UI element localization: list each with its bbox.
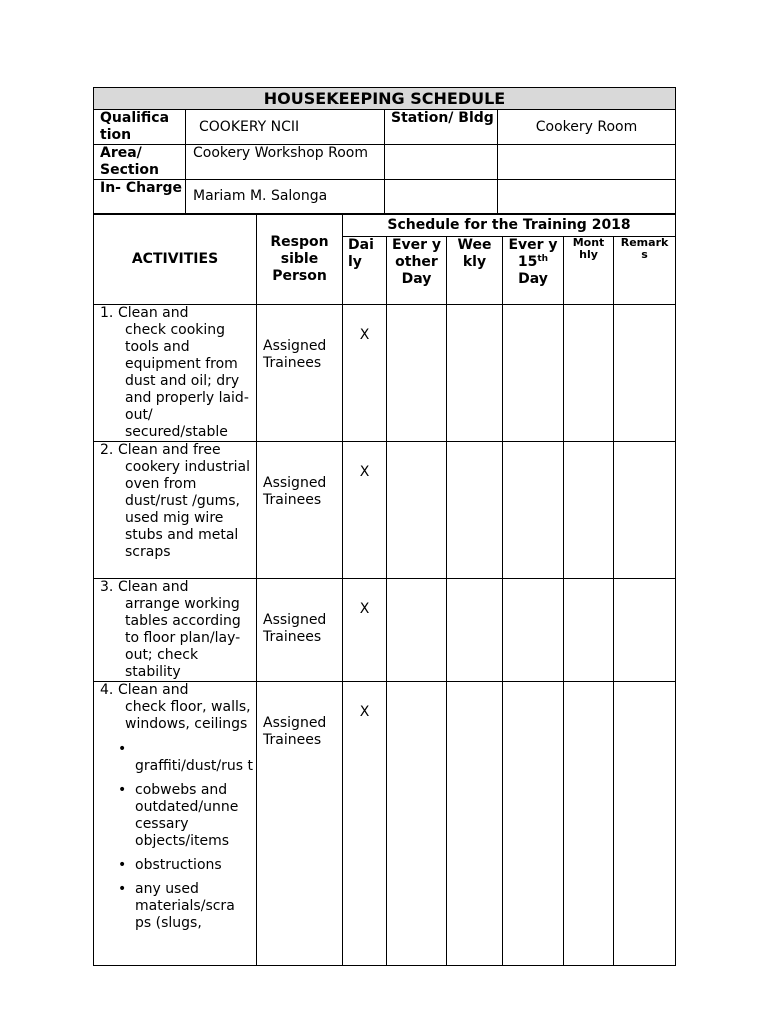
activity-number: 2. xyxy=(100,442,114,458)
activity-text: arrange working tables according to floor plan/lay-out; check stability xyxy=(125,596,241,680)
sublist-item xyxy=(100,782,253,850)
col-weekly: Wee kly xyxy=(447,237,503,305)
activity-cell xyxy=(94,682,257,966)
qualification-label: Qualifica tion xyxy=(94,110,186,145)
daily-mark: X xyxy=(343,579,387,682)
weekly-cell xyxy=(447,579,503,682)
monthly-cell xyxy=(564,305,614,442)
activity-text: check floor, walls, windows, ceilings xyxy=(125,699,251,732)
station-label: Station/ Bldg xyxy=(385,110,498,145)
activity-text: cookery industrial oven from dust/rust /gums, used mig wire stubs and metal scraps xyxy=(125,459,250,560)
activities-header: ACTIVITIES xyxy=(94,215,257,305)
incharge-value: Mariam M. Salonga xyxy=(186,180,385,214)
weekly-cell xyxy=(447,442,503,579)
incharge-label: In- Charge xyxy=(94,180,186,214)
activity-sublist xyxy=(100,741,253,932)
col-every15-sup: th xyxy=(537,254,549,264)
weekly-cell xyxy=(447,305,503,442)
every-other-day-cell xyxy=(387,305,447,442)
activity-number: 1. xyxy=(100,305,114,321)
responsible-cell: Assigned Trainees xyxy=(257,579,343,682)
daily-mark: X xyxy=(343,682,387,966)
remarks-cell xyxy=(614,305,676,442)
activity-number: 4. xyxy=(100,682,114,698)
schedule-table xyxy=(93,214,676,966)
bullet-icon: • xyxy=(118,881,127,897)
every-other-day-cell xyxy=(387,579,447,682)
responsible-cell: Assigned Trainees xyxy=(257,442,343,579)
daily-mark: X xyxy=(343,442,387,579)
activity-first-line: Clean and xyxy=(118,305,189,321)
area-empty-cell-2 xyxy=(498,145,676,180)
responsible-cell: Assigned Trainees xyxy=(257,305,343,442)
daily-mark: X xyxy=(343,305,387,442)
col-every-15th-day xyxy=(503,237,564,305)
activity-first-line: Clean and xyxy=(118,682,189,698)
every-15th-day-cell xyxy=(503,579,564,682)
col-daily: Dai ly xyxy=(343,237,387,305)
bullet-icon: • xyxy=(118,741,127,757)
bullet-icon: • xyxy=(118,857,127,873)
sublist-item xyxy=(100,741,253,775)
weekly-cell xyxy=(447,682,503,966)
monthly-cell xyxy=(564,442,614,579)
activity-number: 3. xyxy=(100,579,114,595)
activity-cell xyxy=(94,305,257,442)
every-15th-day-cell xyxy=(503,682,564,966)
area-empty-cell xyxy=(385,145,498,180)
incharge-empty-cell xyxy=(385,180,498,214)
responsible-cell: Assigned Trainees xyxy=(257,682,343,966)
schedule-group-header: Schedule for the Training 2018 xyxy=(343,215,676,237)
col-remarks: Remark s xyxy=(614,237,676,305)
col-monthly: Mont hly xyxy=(564,237,614,305)
remarks-cell xyxy=(614,579,676,682)
area-value: Cookery Workshop Room xyxy=(186,145,385,180)
activity-cell xyxy=(94,579,257,682)
activity-text: check cooking tools and equipment from dust and oil; dry and properly laid-out/ secured/stable xyxy=(125,322,249,440)
responsible-header: Respon sible Person xyxy=(257,215,343,305)
bullet-icon: • xyxy=(118,782,127,798)
col-every15-text: Ever y 15 xyxy=(508,237,558,270)
every-other-day-cell xyxy=(387,442,447,579)
every-15th-day-cell xyxy=(503,442,564,579)
sublist-item-text: graffiti/dust/rus t xyxy=(135,758,253,774)
every-15th-day-cell xyxy=(503,305,564,442)
col-every15-day: Day xyxy=(518,271,548,287)
sublist-item-text: obstructions xyxy=(135,857,222,873)
station-value: Cookery Room xyxy=(498,110,676,145)
every-other-day-cell xyxy=(387,682,447,966)
remarks-cell xyxy=(614,442,676,579)
qualification-value: COOKERY NCII xyxy=(186,110,385,145)
monthly-cell xyxy=(564,579,614,682)
sublist-item-text: cobwebs and outdated/unne cessary objects/items xyxy=(135,782,239,849)
document-title: HOUSEKEEPING SCHEDULE xyxy=(94,88,676,110)
monthly-cell xyxy=(564,682,614,966)
sublist-item xyxy=(100,857,253,874)
info-table xyxy=(93,87,676,214)
remarks-cell xyxy=(614,682,676,966)
activity-first-line: Clean and xyxy=(118,579,189,595)
activity-first-line: Clean and free xyxy=(118,442,221,458)
area-label: Area/ Section xyxy=(94,145,186,180)
sublist-item xyxy=(100,881,253,932)
sublist-item-text: any used materials/scra ps (slugs, xyxy=(135,881,235,931)
col-every-other-day: Ever y other Day xyxy=(387,237,447,305)
incharge-empty-cell-2 xyxy=(498,180,676,214)
activity-cell xyxy=(94,442,257,579)
